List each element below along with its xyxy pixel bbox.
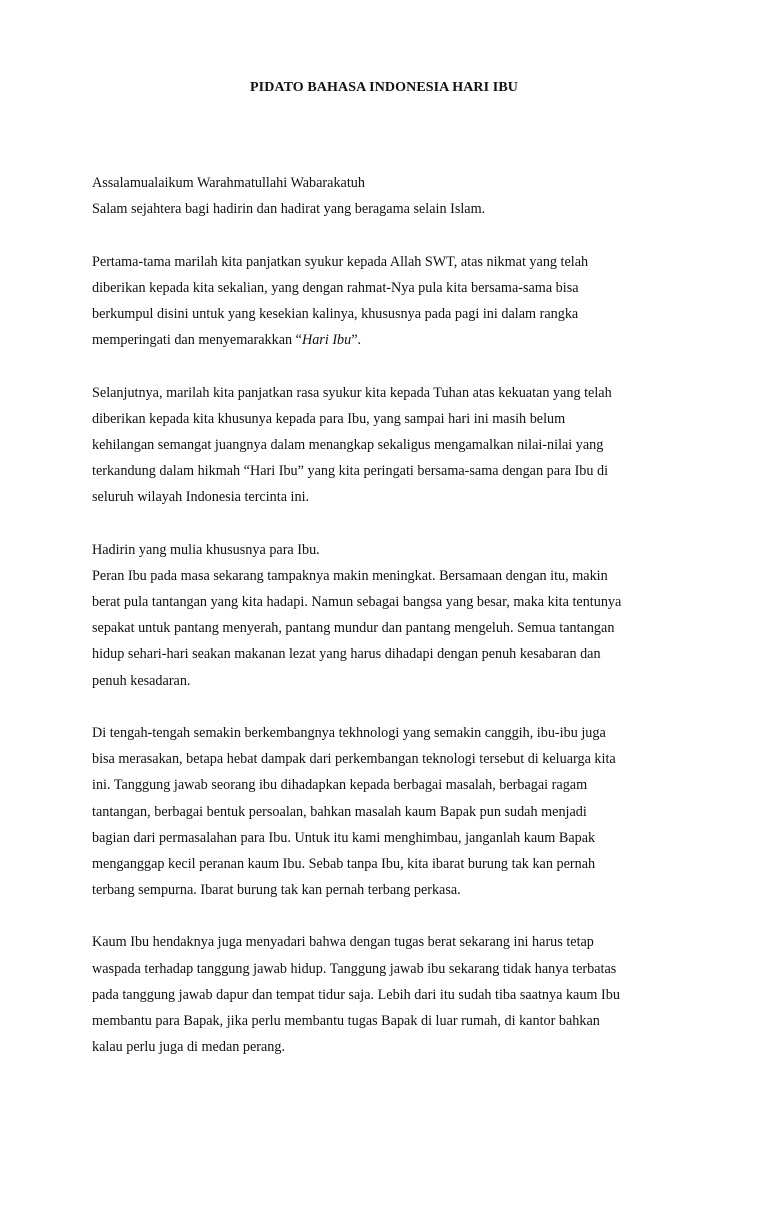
paragraph-2 [92,380,682,511]
text-line: membantu para Bapak, jika perlu membantu tugas Bapak di luar rumah, di kantor bahkan [92,1013,600,1029]
text-line: hidup sehari-hari seakan makanan lezat yang harus dihadapi dengan penuh kesabaran dan [92,646,601,663]
greeting-line: Assalamualaikum Warahmatullahi Wabarakatuh [92,175,365,191]
text-line: Peran Ibu pada masa sekarang tampaknya makin meningkat. Bersamaan dengan itu, makin [92,567,608,584]
text-line: terkandung dalam hikmah “Hari Ibu” yang kita peringati bersama-sama dengan para Ibu di [92,463,609,480]
document-title: PIDATO BAHASA INDONESIA HARI IBU [250,80,518,95]
text-line: diberikan kepada kita khusunya kepada para Ibu, yang sampai hari ini masih belum [92,410,566,427]
text-line: ini. Tanggung jawab seorang ibu dihadapkan kepada berbagai masalah, berbagai ragam [92,777,588,794]
text-line: diberikan kepada kita sekalian, yang dengan rahmat-Nya pula kita bersama-sama bisa [92,279,579,296]
paragraph-gap [92,510,682,536]
text-line: tantangan, berbagai bentuk persoalan, bahkan masalah kaum Bapak pun sudah menjadi [92,803,587,820]
text-line: sepakat untuk pantang menyerah, pantang mundur dan pantang mengeluh. Semua tantangan [92,620,615,637]
text-line: bagian dari permasalahan para Ibu. Untuk itu kami menghimbau, janganlah kaum Bapak [92,829,596,846]
italic-hari-ibu: Hari Ibu [301,332,352,349]
paragraph-5 [92,929,682,1060]
text-line: Selanjutnya, marilah kita panjatkan rasa syukur kita kepada Tuhan atas kekuatan yang telah [92,384,612,401]
text-line: terbang sempurna. Ibarat burung tak kan pernah terbang perkasa. [92,882,461,899]
text-line: kehilangan semangat juangnya dalam menangkap sekaligus mengamalkan nilai-nilai yang [92,436,604,453]
text-line: Kaum Ibu hendaknya juga menyadari bahwa dengan tugas berat sekarang ini harus tetap [92,934,594,951]
text-line: Pertama-tama marilah kita panjatkan syukur kepada Allah SWT, atas nikmat yang telah [92,253,589,270]
paragraph-1 [92,249,682,354]
document-body [92,170,682,1060]
text-line: berat pula tantangan yang kita hadapi. Namun sebagai bangsa yang besar, maka kita tentunya [92,594,622,610]
text-line: kalau perlu juga di medan perang. [92,1039,286,1056]
text-line: bisa merasakan, betapa hebat dampak dari perkembangan teknologi tersebut di keluarga kita [92,751,616,768]
paragraph-4 [92,720,682,903]
paragraph-gap [92,353,682,379]
text-line: menganggap kecil peranan kaum Ibu. Sebab tanpa Ibu, kita ibarat burung tak kan pernah [92,855,596,872]
text-line: waspada terhadap tanggung jawab hidup. Tanggung jawab ibu sekarang tidak hanya terbatas [92,960,617,977]
paragraph-gap [92,694,682,720]
text-line: pada tanggung jawab dapur dan tempat tidur saja. Lebih dari itu sudah tiba saatnya kaum Ibu [92,986,620,1003]
text-line: Hadirin yang mulia khususnya para Ibu. [92,541,320,558]
text-line: berkumpul disini untuk yang kesekian kalinya, khususnya pada pagi ini dalam rangka [92,305,579,322]
paragraph-gap [92,222,682,248]
text-segment: ”. [351,332,362,349]
paragraph-gap [92,903,682,929]
greeting-line: Salam sejahtera bagi hadirin dan hadirat yang beragama selain Islam. [92,201,486,218]
paragraph-3 [92,537,682,694]
text-line: seluruh wilayah Indonesia tercinta ini. [92,489,310,506]
text-line [92,327,682,353]
text-line: penuh kesadaran. [92,672,191,689]
text-line: Di tengah-tengah semakin berkembangnya tekhnologi yang semakin canggih, ibu-ibu juga [92,724,606,741]
text-segment: memperingati dan menyemarakkan “ [92,332,302,349]
